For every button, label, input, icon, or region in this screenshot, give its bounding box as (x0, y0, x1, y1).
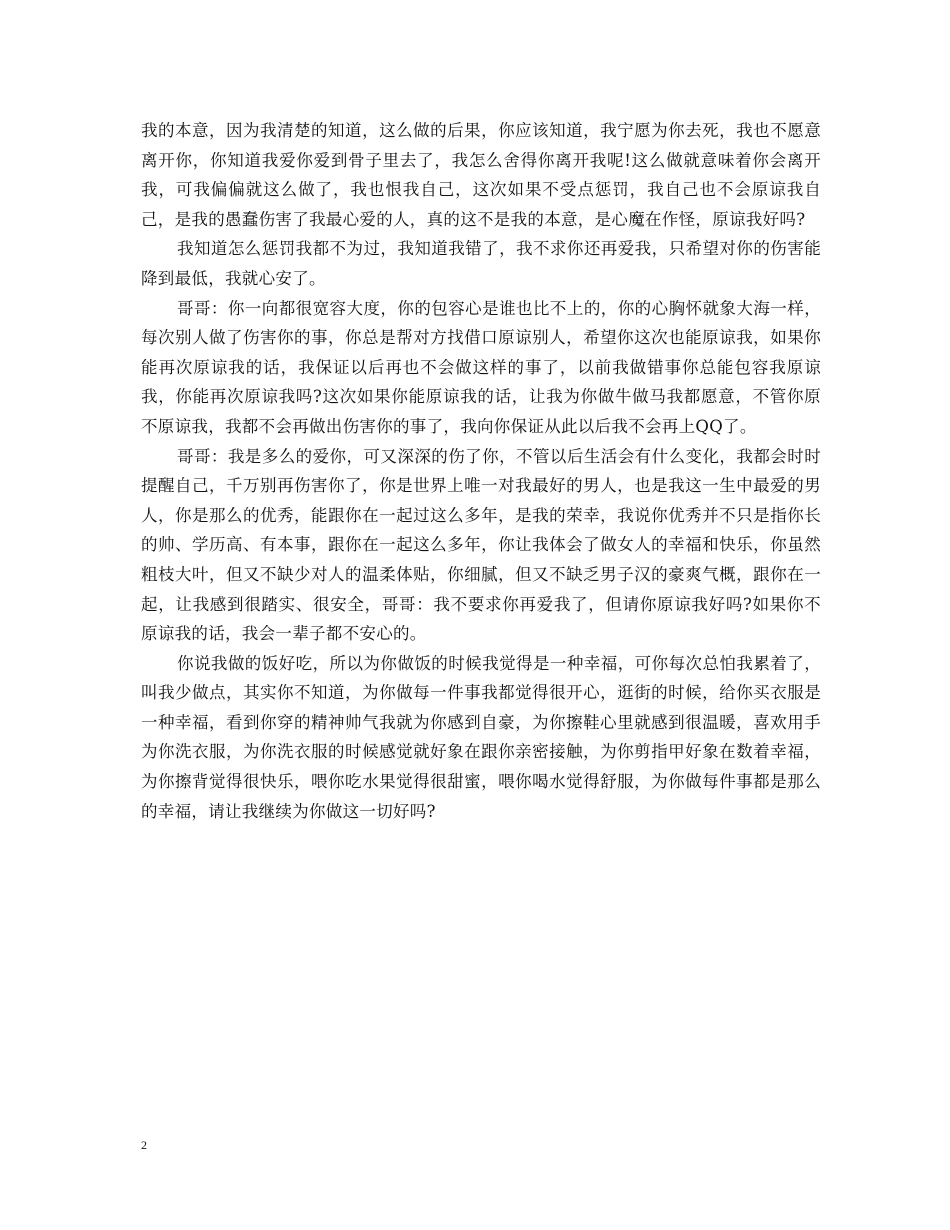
body-text (141, 116, 821, 826)
paragraph-2: 我知道怎么惩罚我都不为过，我知道我错了，我不求你还再爱我，只希望对你的伤害能降到最低，我就心安了。 (141, 239, 821, 288)
paragraph-4: 哥哥：我是多么的爱你，可又深深的伤了你，不管以后生活会有什么变化，我都会时时提醒自己，千万别再伤害你了，你是世界上唯一对我最好的男人，也是我这一生中最爱的男人，你是那么的优秀，能跟你在一起过这么多年，是我的荣幸，我说你优秀并不只是指你长的帅、学历高、有本事，跟你在一起这么多年，你让我体会了做女人的幸福和快乐，你虽然粗枝大叶，但又不缺少对人的温柔体贴，你细腻，但又不缺乏男子汉的豪爽气概，跟你在一起，让我感到很踏实、很安全，哥哥：我不要求你再爱我了，但请你原谅我好吗?如果你不原谅我的话，我会一辈子都不安心的。 (141, 446, 821, 644)
paragraph-1: 我的本意，因为我清楚的知道，这么做的后果，你应该知道，我宁愿为你去死，我也不愿意离开你，你知道我爱你爱到骨子里去了，我怎么舍得你离开我呢!这么做就意味着你会离开我，可我偏偏就这么做了，我也恨我自己，这次如果不受点惩罚，我自己也不会原谅我自己，是我的愚蠢伤害了我最心爱的人，真的这不是我的本意，是心魔在作怪，原谅我好吗? (141, 121, 821, 229)
page-number: 2 (141, 1138, 147, 1152)
paragraph-5: 你说我做的饭好吃，所以为你做饭的时候我觉得是一种幸福，可你每次总怕我累着了，叫我少做点，其实你不知道，为你做每一件事我都觉得很开心，逛街的时候，给你买衣服是一种幸福，看到你穿的精神帅气我就为你感到自豪，为你擦鞋心里就感到很温暖，喜欢用手为你洗衣服，为你洗衣服的时候感觉就好象在跟你亲密接触，为你剪指甲好象在数着幸福，为你擦背觉得很快乐，喂你吃水果觉得很甜蜜，喂你喝水觉得舒服，为你做每件事都是那么的幸福，请让我继续为你做这一切好吗? (141, 653, 821, 821)
paragraph-3: 哥哥：你一向都很宽容大度，你的包容心是谁也比不上的，你的心胸怀就象大海一样，每次别人做了伤害你的事，你总是帮对方找借口原谅别人，希望你这次也能原谅我，如果你能再次原谅我的话，我保证以后再也不会做这样的事了，以前我做错事你总能包容我原谅我，你能再次原谅我吗?这次如果你能原谅我的话，让我为你做牛做马我都愿意，不管你原不原谅我，我都不会再做出伤害你的事了，我向你保证从此以后我不会再上QQ了。 (141, 298, 821, 436)
